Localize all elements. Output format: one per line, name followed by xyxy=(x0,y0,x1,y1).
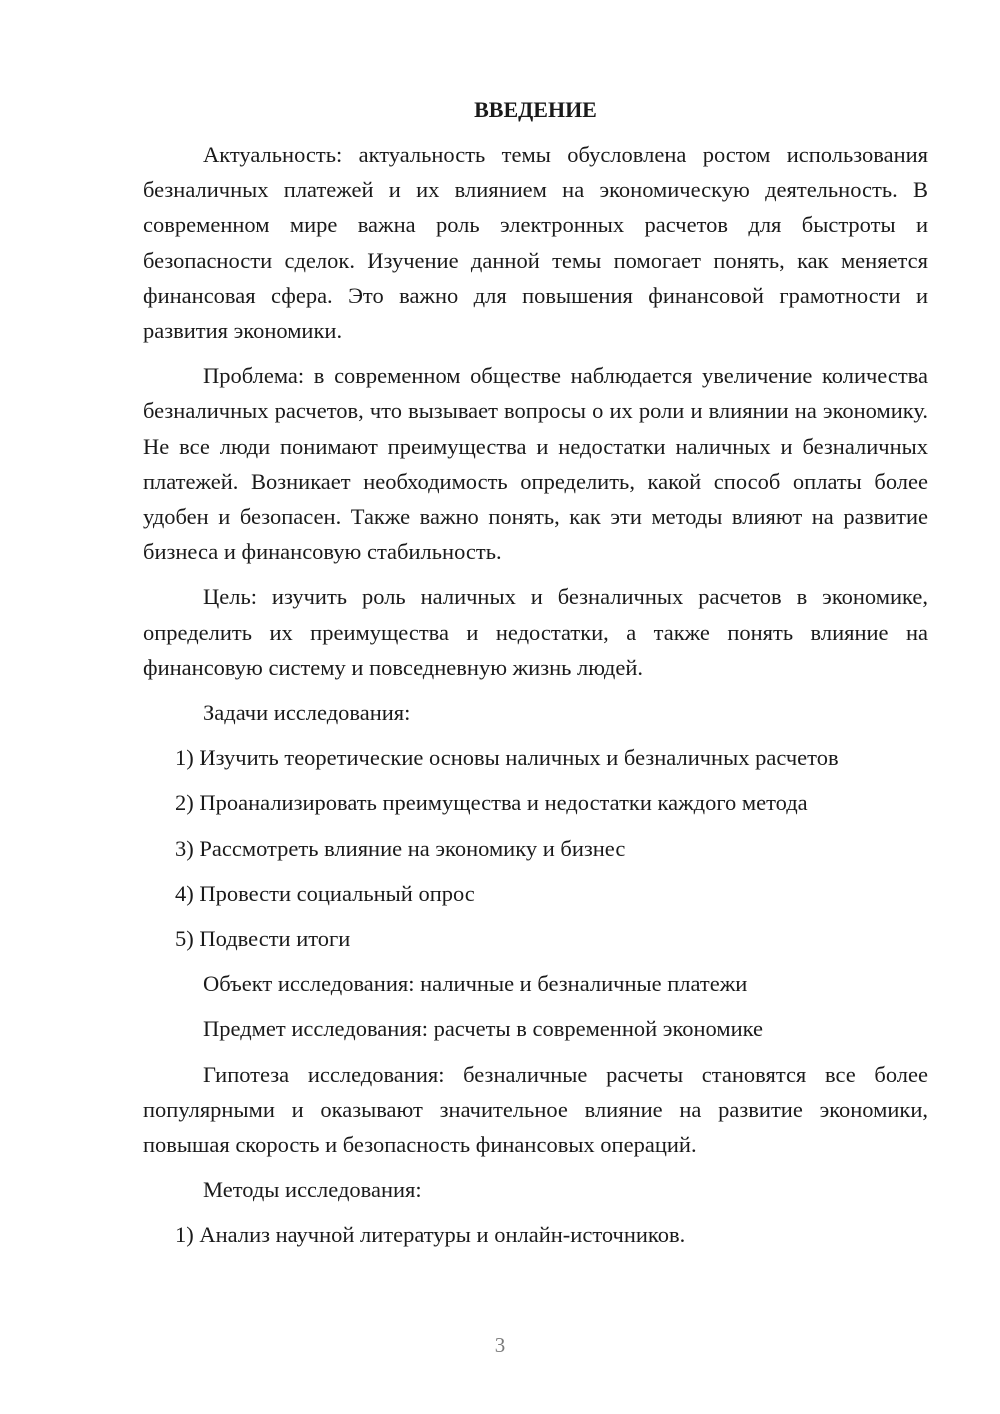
problem-paragraph: Проблема: в современном обществе наблюдается увеличение количества безналичных расчетов, что вызывает вопросы о их роли и влиянии на экономику. Не все люди понимают преимущества и недостатки наличных и безналичных платежей. Возникает необходимость определить, какой способ оплаты более удобен и безопасен. Также важно понять, как эти методы влияют на развитие бизнеса и финансовую стабильность. xyxy=(143,363,928,565)
goal-paragraph: Цель: изучить роль наличных и безналичных расчетов в экономике, определить их преимущества и недостатки, а также понять влияние на финансовую систему и повседневную жизнь людей. xyxy=(143,584,928,680)
hypothesis-paragraph: Гипотеза исследования: безналичные расчеты становятся все более популярными и оказывают значительное влияние на развитие экономики, повышая скорость и безопасность финансовых операций. xyxy=(143,1061,928,1158)
task-item: 5) Подвести итоги xyxy=(175,926,351,952)
task-item: 3) Рассмотреть влияние на экономику и бизнес xyxy=(175,835,626,861)
tasks-title: Задачи исследования: xyxy=(203,700,411,726)
methods-title: Методы исследования: xyxy=(203,1177,422,1203)
subject-line: Предмет исследования: расчеты в современной экономике xyxy=(203,1016,763,1042)
page-content xyxy=(143,94,928,1263)
method-item: 1) Анализ научной литературы и онлайн-источников. xyxy=(175,1222,686,1248)
task-item: 2) Проанализировать преимущества и недостатки каждого метода xyxy=(175,790,808,816)
relevance-paragraph: Актуальность: актуальность темы обусловлена ростом использования безналичных платежей и их влиянием на экономическую деятельность. В современном мире важна роль электронных расчетов для быстроты и безопасности сделок. Изучение данной темы помогает понять, как меняется финансовая сфера. Это важно для повышения финансовой грамотности и развития экономики. xyxy=(143,142,928,344)
page-title: ВВЕДЕНИЕ xyxy=(474,97,597,122)
object-line: Объект исследования: наличные и безналичные платежи xyxy=(203,971,748,997)
page-number: 3 xyxy=(494,1333,506,1357)
task-item: 4) Провести социальный опрос xyxy=(175,880,475,906)
task-item: 1) Изучить теоретические основы наличных и безналичных расчетов xyxy=(175,745,839,771)
